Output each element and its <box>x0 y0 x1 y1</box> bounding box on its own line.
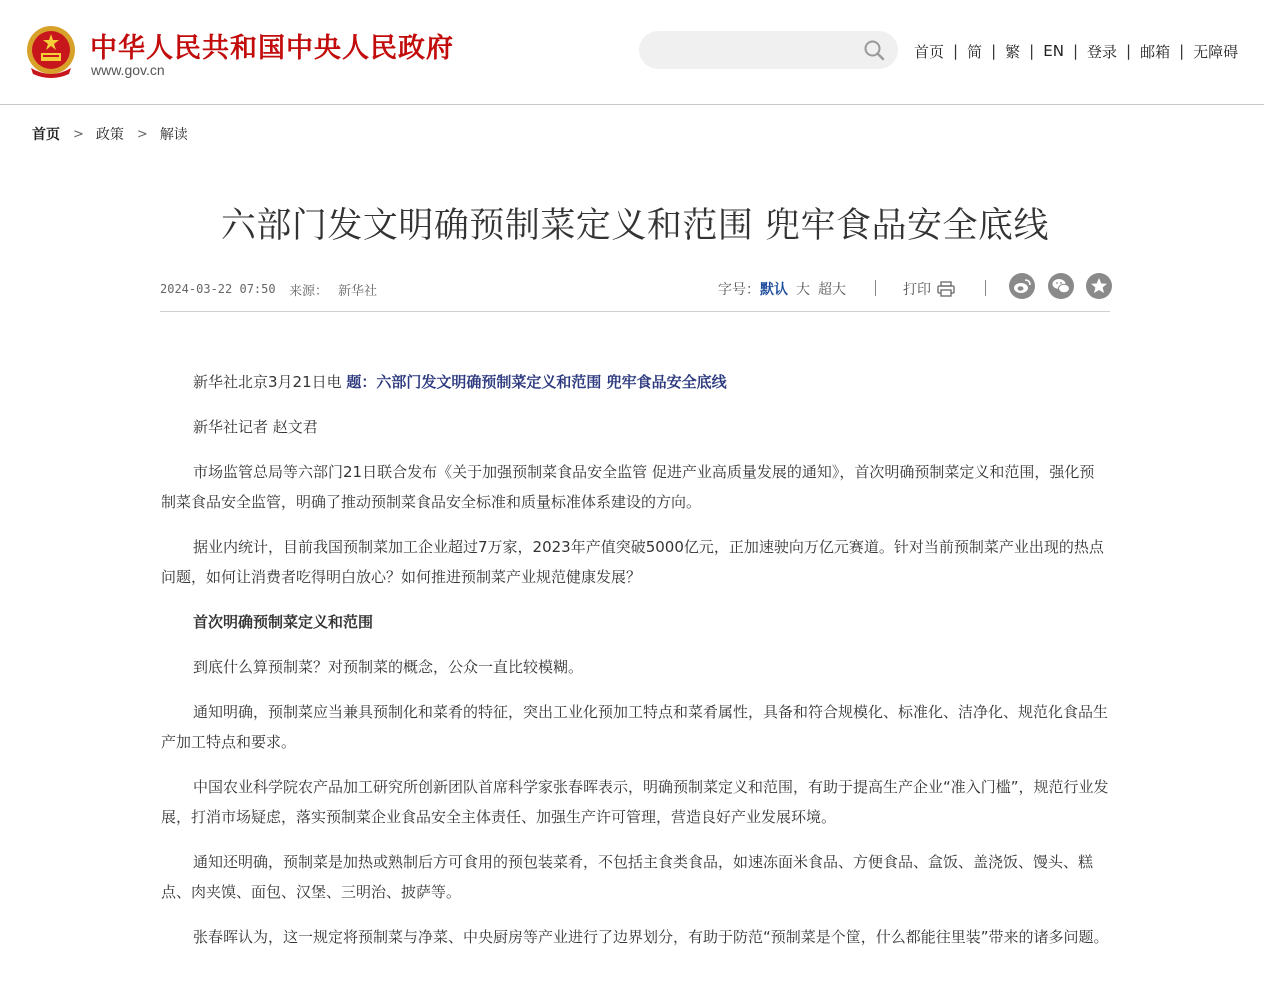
nav-simplified[interactable]: 简 <box>967 42 983 61</box>
lead-paragraph <box>161 367 1109 397</box>
font-size-label: 字号： <box>718 282 760 298</box>
publish-date: 2024-03-22 07:50 <box>160 282 276 296</box>
body-paragraph: 张春晖认为，这一规定将预制菜与净菜、中央厨房等产业进行了边界划分，有助于防范“预制菜是个筐，什么都能往里装”带来的诸多问题。 <box>193 928 1109 946</box>
section-subheading: 首次明确预制菜定义和范围 <box>193 613 374 631</box>
font-size-xlarge[interactable]: 超大 <box>818 282 846 298</box>
nav-separator: | <box>1072 42 1078 60</box>
body-paragraph: 通知还明确，预制菜是加热或熟制后方可食用的预包装菜肴，不包括主食类食品，如速冻面米食品、方便食品、盒饭、盖浇饭、馒头、糕点、肉夹馍、面包、汉堡、三明治、披萨等。 <box>161 853 1094 901</box>
breadcrumb-policy[interactable]: 政策 <box>95 127 124 143</box>
source-name: 新华社 <box>338 284 378 299</box>
body-paragraph: 通知明确，预制菜应当兼具预制化和菜肴的特征，突出工业化预加工特点和菜肴属性，具备和符合规模化、标准化、洁净化、规范化食品生产加工特点和要求。 <box>161 703 1109 751</box>
breadcrumb-home[interactable]: 首页 <box>32 127 60 143</box>
body-paragraph: 中国农业科学院农产品加工研究所创新团队首席科学家张春晖表示，明确预制菜定义和范围，有助于提高生产企业“准入门槛”，规范行业发展，打消市场疑虑，落实预制菜企业食品安全主体责任、加强生产许可管理，营造良好产业发展环境。 <box>161 778 1109 826</box>
body-paragraph: 据业内统计，目前我国预制菜加工企业超过7万家，2023年产值突破5000亿元，正加速驶向万亿元赛道。针对当前预制菜产业出现的热点问题，如何让消费者吃得明白放心？如何推进预制菜产业规范健康发展？ <box>161 538 1104 586</box>
nav-separator: | <box>991 42 997 60</box>
favorite-star-icon[interactable] <box>1086 273 1112 299</box>
font-size-default[interactable]: 默认 <box>760 282 788 298</box>
top-nav <box>914 40 1238 62</box>
nav-separator: | <box>1126 42 1132 60</box>
meta-divider <box>875 280 876 296</box>
nav-separator: | <box>953 42 959 60</box>
chevron-right-icon: > <box>136 126 148 142</box>
site-title[interactable]: 中华人民共和国中央人民政府 <box>90 33 454 64</box>
search-box <box>639 31 898 69</box>
chevron-right-icon: > <box>73 126 84 142</box>
nav-accessibility[interactable]: 无障碍 <box>1193 42 1239 61</box>
nav-english[interactable]: EN <box>1043 42 1064 60</box>
print-button[interactable] <box>903 279 955 299</box>
search-input[interactable] <box>655 39 859 63</box>
wechat-icon[interactable] <box>1048 273 1074 299</box>
nav-separator: | <box>1029 42 1035 60</box>
site-header <box>0 0 1264 105</box>
font-size-large[interactable]: 大 <box>796 282 810 298</box>
search-icon[interactable] <box>863 39 885 61</box>
printer-icon <box>937 281 955 297</box>
article-title: 六部门发文明确预制菜定义和范围 兜牢食品安全底线 <box>220 206 1050 246</box>
article-body <box>161 367 1109 967</box>
print-label: 打印 <box>903 282 931 298</box>
byline: 新华社记者 赵文君 <box>193 418 318 436</box>
article-meta <box>160 280 1110 300</box>
source-label: 来源： <box>289 284 329 299</box>
body-paragraph: 到底什么算预制菜？对预制菜的概念，公众一直比较模糊。 <box>193 658 584 676</box>
nav-login[interactable]: 登录 <box>1087 42 1118 61</box>
national-emblem-logo[interactable] <box>25 24 77 80</box>
breadcrumb-interpretation[interactable]: 解读 <box>159 127 188 143</box>
meta-divider <box>985 280 986 296</box>
font-size-control <box>718 279 846 299</box>
nav-separator: | <box>1179 42 1185 60</box>
lead-title: 题：六部门发文明确预制菜定义和范围 兜牢食品安全底线 <box>346 373 727 391</box>
meta-divider-line <box>160 311 1110 312</box>
breadcrumb <box>32 124 188 144</box>
site-url[interactable]: www.gov.cn <box>91 62 165 78</box>
weibo-icon[interactable] <box>1009 273 1035 299</box>
body-paragraph: 市场监管总局等六部门21日联合发布《关于加强预制菜食品安全监管 促进产业高质量发展的通知》，首次明确预制菜定义和范围，强化预制菜食品安全监管，明确了推动预制菜食品安全标准和质量标准体系建设的方向。 <box>161 463 1095 511</box>
nav-traditional[interactable]: 繁 <box>1005 42 1021 61</box>
nav-home[interactable]: 首页 <box>914 42 945 61</box>
dateline: 新华社北京3月21日电 <box>193 373 342 391</box>
nav-mail[interactable]: 邮箱 <box>1140 42 1171 61</box>
